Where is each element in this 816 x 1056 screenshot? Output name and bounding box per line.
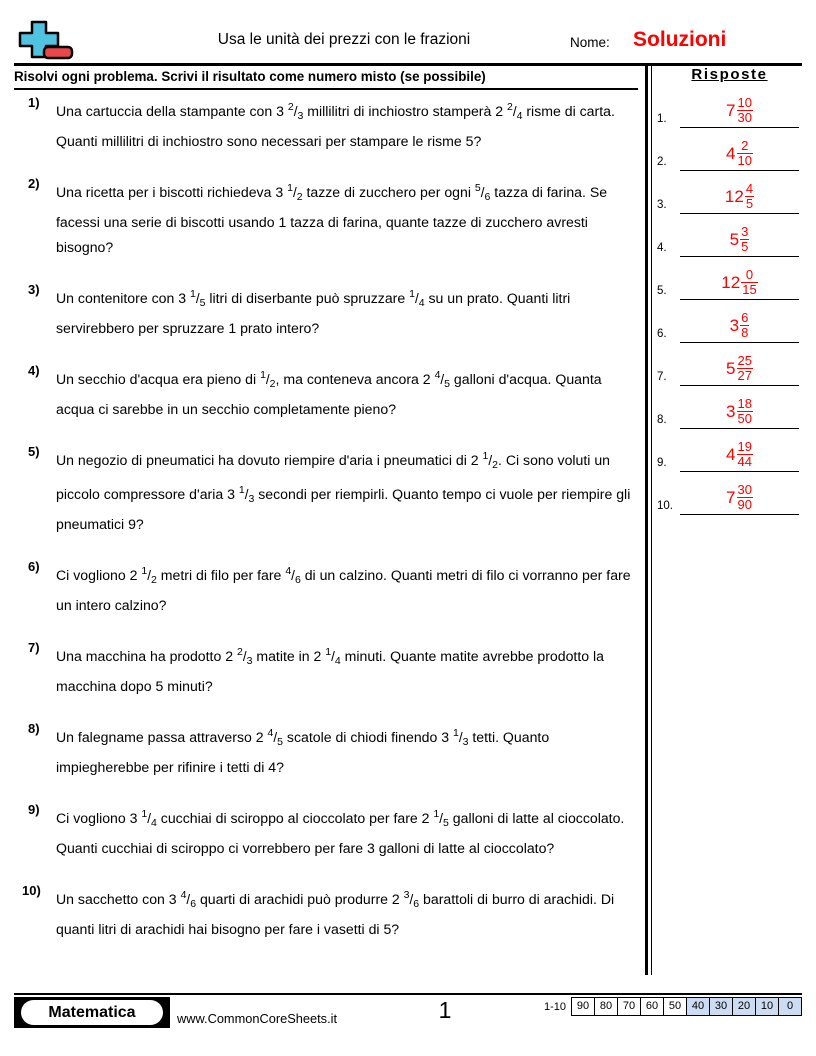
problem-text: Un sacchetto con 3 $^4/_6$ quarti di arachidi può produrre 2 $^3/_6$ barattoli di burro di arachidi. Di quanti litri di arachidi hai bisogno per fare i vasetti di 5? bbox=[56, 889, 615, 937]
answer-value bbox=[680, 354, 799, 383]
fraction-part bbox=[740, 311, 749, 340]
fraction-part bbox=[737, 354, 753, 383]
numerator: 10 bbox=[737, 95, 752, 110]
answer-row bbox=[657, 128, 802, 171]
problem-number: 4) bbox=[28, 363, 40, 378]
mixed-number bbox=[725, 182, 754, 211]
denominator: 27 bbox=[737, 368, 752, 383]
inline-fraction: $^2/_3$ bbox=[287, 101, 304, 122]
answer-index: 5. bbox=[657, 285, 667, 297]
answer-key-column bbox=[657, 63, 802, 515]
problem-text: Un secchio d'acqua era pieno di $^1/_2$, ma conteneva ancora 2 $^4/_5$ galloni d'acqua. Quanta acqua ci sarebbe in un secchio completamente pieno? bbox=[56, 369, 602, 417]
whole-part: 3 bbox=[729, 316, 740, 335]
denominator: 8 bbox=[741, 325, 749, 340]
grading-scale-cell[interactable]: 90 bbox=[572, 998, 595, 1015]
problem-item bbox=[14, 363, 638, 422]
whole-part: 12 bbox=[724, 187, 744, 206]
denominator: 50 bbox=[737, 411, 752, 426]
answers-list bbox=[657, 85, 802, 515]
answer-value bbox=[680, 225, 799, 254]
problem-text: Una ricetta per i biscotti richiedeva 3 $^1/_2$ tazze di zucchero per ogni $^5/_6$ tazza di farina. Se facessi una serie di biscotti usando 1 tazza di farina, quante tazze di zucchero avresti bisogno? bbox=[56, 182, 608, 255]
grading-scale-cell[interactable]: 30 bbox=[710, 998, 733, 1015]
grading-scale-cell[interactable]: 70 bbox=[618, 998, 641, 1015]
inline-fraction: $^1/_4$ bbox=[141, 808, 157, 829]
problem-item bbox=[14, 802, 638, 861]
fraction-part bbox=[737, 397, 753, 426]
answer-row bbox=[657, 429, 802, 472]
answer-row bbox=[657, 214, 802, 257]
fraction-part bbox=[740, 225, 749, 254]
problem-number: 9) bbox=[28, 802, 40, 817]
grading-scale-cell[interactable]: 50 bbox=[664, 998, 687, 1015]
column-divider-thick bbox=[645, 63, 648, 975]
answer-value bbox=[680, 139, 799, 168]
footer-divider bbox=[14, 993, 802, 995]
answer-index: 9. bbox=[657, 457, 667, 469]
problem-number: 2) bbox=[28, 176, 40, 191]
problem-text: Una macchina ha prodotto 2 $^2/_3$ matite in 2 $^1/_4$ minuti. Quante matite avrebbe prodotto la macchina dopo 5 minuti? bbox=[56, 646, 604, 694]
problem-item bbox=[14, 559, 638, 618]
brand-label: Matematica bbox=[21, 1000, 163, 1025]
inline-fraction: $^4/_5$ bbox=[267, 727, 283, 748]
numerator: 6 bbox=[741, 310, 749, 325]
answer-underline bbox=[680, 514, 799, 515]
numerator: 0 bbox=[741, 268, 757, 283]
answer-value bbox=[680, 440, 799, 469]
problem-number: 10) bbox=[22, 883, 41, 898]
answer-row bbox=[657, 300, 802, 343]
whole-part: 7 bbox=[726, 488, 736, 507]
inline-fraction: $^1/_5$ bbox=[189, 288, 206, 309]
mixed-number bbox=[730, 311, 750, 340]
page-number: 1 bbox=[438, 997, 452, 1023]
inline-fraction: $^2/_3$ bbox=[236, 646, 253, 667]
site-url: www.CommonCoreSheets.it bbox=[177, 1011, 338, 1026]
fraction-part bbox=[737, 483, 753, 512]
grading-scale-cell[interactable]: 10 bbox=[756, 998, 779, 1015]
whole-part: 5 bbox=[729, 230, 740, 249]
answer-row bbox=[657, 472, 802, 515]
mixed-number bbox=[726, 440, 753, 469]
whole-part: 7 bbox=[726, 101, 736, 120]
answer-index: 10. bbox=[657, 500, 673, 512]
answer-index: 1. bbox=[657, 113, 667, 125]
inline-fraction: $^1/_4$ bbox=[409, 288, 425, 309]
numerator: 3 bbox=[741, 224, 749, 239]
problem-number: 1) bbox=[28, 95, 40, 110]
problem-item bbox=[14, 282, 638, 341]
whole-part: 4 bbox=[726, 445, 736, 464]
fraction-part bbox=[737, 96, 753, 125]
problem-text: Ci vogliono 2 $^1/_2$ metri di filo per fare $^4/_6$ di un calzino. Quanti metri di filo ci vorranno per fare un intero calzino? bbox=[56, 565, 631, 613]
numerator: 18 bbox=[737, 396, 752, 411]
name-value: Soluzioni bbox=[633, 28, 727, 51]
denominator: 44 bbox=[737, 454, 752, 469]
answer-row bbox=[657, 257, 802, 300]
inline-fraction: $^1/_2$ bbox=[287, 182, 303, 203]
answer-row bbox=[657, 343, 802, 386]
denominator: 5 bbox=[745, 196, 754, 211]
problem-item bbox=[14, 95, 638, 154]
inline-fraction: $^4/_6$ bbox=[285, 565, 301, 586]
problem-number: 6) bbox=[28, 559, 40, 574]
grading-scale-cell[interactable]: 0 bbox=[779, 998, 801, 1015]
problem-number: 3) bbox=[28, 282, 40, 297]
answer-index: 4. bbox=[657, 242, 667, 254]
inline-fraction: $^4/_5$ bbox=[434, 369, 451, 390]
mixed-number bbox=[726, 96, 753, 125]
mixed-number bbox=[726, 483, 753, 512]
answer-index: 7. bbox=[657, 371, 667, 383]
fraction-part bbox=[737, 139, 753, 168]
instructions-divider bbox=[14, 88, 638, 90]
brand-badge bbox=[14, 997, 170, 1028]
problem-text: Una cartuccia della stampante con 3 $^2/_3$ millilitri di inchiostro stamperà 2 $^2/_4$ risme di carta. Quanti millilitri di inchiostro sono necessari per stampare le risme 5? bbox=[56, 101, 615, 149]
numerator: 19 bbox=[737, 439, 752, 454]
inline-fraction: $^1/_3$ bbox=[453, 727, 469, 748]
problem-item bbox=[14, 176, 638, 260]
plus-minus-logo-icon bbox=[14, 18, 76, 64]
numerator: 4 bbox=[745, 181, 754, 196]
inline-fraction: $^5/_6$ bbox=[474, 182, 491, 203]
instructions-text: Risolvi ogni problema. Scrivi il risultato come numero misto (se possibile) bbox=[14, 69, 486, 84]
denominator: 30 bbox=[737, 110, 752, 125]
inline-fraction: $^1/_5$ bbox=[433, 808, 449, 829]
answer-value bbox=[680, 311, 799, 340]
problem-item bbox=[14, 640, 638, 699]
inline-fraction: $^1/_2$ bbox=[141, 565, 157, 586]
answer-value bbox=[680, 96, 799, 125]
problem-text: Un contenitore con 3 $^1/_5$ litri di diserbante può spruzzare $^1/_4$ su un prato. Quanti litri servirebbero per spruzzare 1 prato intero? bbox=[56, 288, 571, 336]
answer-row bbox=[657, 386, 802, 429]
answer-index: 2. bbox=[657, 156, 667, 168]
denominator: 90 bbox=[737, 497, 752, 512]
column-divider-thin bbox=[651, 63, 652, 975]
inline-fraction: $^1/_4$ bbox=[325, 646, 341, 667]
fraction-part bbox=[745, 182, 754, 211]
answer-value bbox=[680, 182, 799, 211]
inline-fraction: $^3/_6$ bbox=[403, 889, 420, 910]
grading-scale-label: 1-10 bbox=[543, 1000, 566, 1013]
grading-scale-cells bbox=[571, 997, 802, 1016]
whole-part: 5 bbox=[726, 359, 736, 378]
grading-scale-cell[interactable]: 60 bbox=[641, 998, 664, 1015]
grading-scale-cell[interactable]: 20 bbox=[733, 998, 756, 1015]
problem-number: 8) bbox=[28, 721, 40, 736]
answer-index: 3. bbox=[657, 199, 667, 211]
name-label: Nome: bbox=[570, 35, 610, 50]
worksheet-header bbox=[14, 18, 802, 66]
page-title: Usa le unità dei prezzi con le frazioni bbox=[217, 31, 471, 48]
numerator: 30 bbox=[737, 482, 752, 497]
grading-scale-cell[interactable]: 80 bbox=[595, 998, 618, 1015]
answer-value bbox=[680, 268, 799, 297]
mixed-number bbox=[726, 354, 753, 383]
inline-fraction: $^2/_4$ bbox=[507, 101, 523, 122]
denominator: 15 bbox=[742, 282, 757, 297]
problem-text: Un falegname passa attraverso 2 $^4/_5$ scatole di chiodi finendo 3 $^1/_3$ tetti. Quanto impiegherebbe per rifinire i tetti di 4? bbox=[56, 727, 550, 775]
numerator: 25 bbox=[737, 353, 752, 368]
answer-index: 6. bbox=[657, 328, 667, 340]
problem-number: 5) bbox=[28, 444, 40, 459]
mixed-number bbox=[721, 268, 757, 297]
answer-index: 8. bbox=[657, 414, 667, 426]
denominator: 10 bbox=[737, 153, 752, 168]
grading-scale-cell[interactable]: 40 bbox=[687, 998, 710, 1015]
problem-item bbox=[14, 883, 638, 942]
inline-fraction: $^1/_2$ bbox=[260, 369, 276, 390]
answers-heading: Risposte bbox=[691, 66, 768, 83]
mixed-number bbox=[730, 225, 750, 254]
answer-value bbox=[680, 397, 799, 426]
fraction-part bbox=[741, 268, 757, 297]
problem-item bbox=[14, 444, 638, 537]
problem-text: Ci vogliono 3 $^1/_4$ cucchiai di sciroppo al cioccolato per fare 2 $^1/_5$ galloni di latte al cioccolato. Quanti cucchiai di sciroppo ci vorrebbero per fare 3 galloni di latte al cioccolato? bbox=[56, 808, 625, 856]
whole-part: 3 bbox=[726, 402, 736, 421]
inline-fraction: $^4/_6$ bbox=[180, 889, 197, 910]
inline-fraction: $^1/_3$ bbox=[238, 484, 255, 505]
mixed-number bbox=[726, 397, 753, 426]
problem-item bbox=[14, 721, 638, 780]
grading-scale bbox=[544, 997, 802, 1016]
answer-value bbox=[680, 483, 799, 512]
answer-row bbox=[657, 85, 802, 128]
inline-fraction: $^1/_2$ bbox=[482, 450, 498, 471]
answer-row bbox=[657, 171, 802, 214]
problem-text: Un negozio di pneumatici ha dovuto riempire d'aria i pneumatici di 2 $^1/_2$. Ci sono voluti un piccolo compressore d'aria 3 $^1/_3$ secondi per riempirli. Quanto tempo ci vuole per riempire gli pneumatici 9? bbox=[56, 450, 631, 532]
numerator: 2 bbox=[737, 139, 753, 154]
denominator: 5 bbox=[741, 239, 749, 254]
mixed-number bbox=[726, 139, 753, 168]
fraction-part bbox=[737, 440, 753, 469]
whole-part: 4 bbox=[726, 144, 736, 163]
whole-part: 12 bbox=[721, 273, 741, 292]
problems-list bbox=[14, 95, 638, 964]
problem-number: 7) bbox=[28, 640, 40, 655]
